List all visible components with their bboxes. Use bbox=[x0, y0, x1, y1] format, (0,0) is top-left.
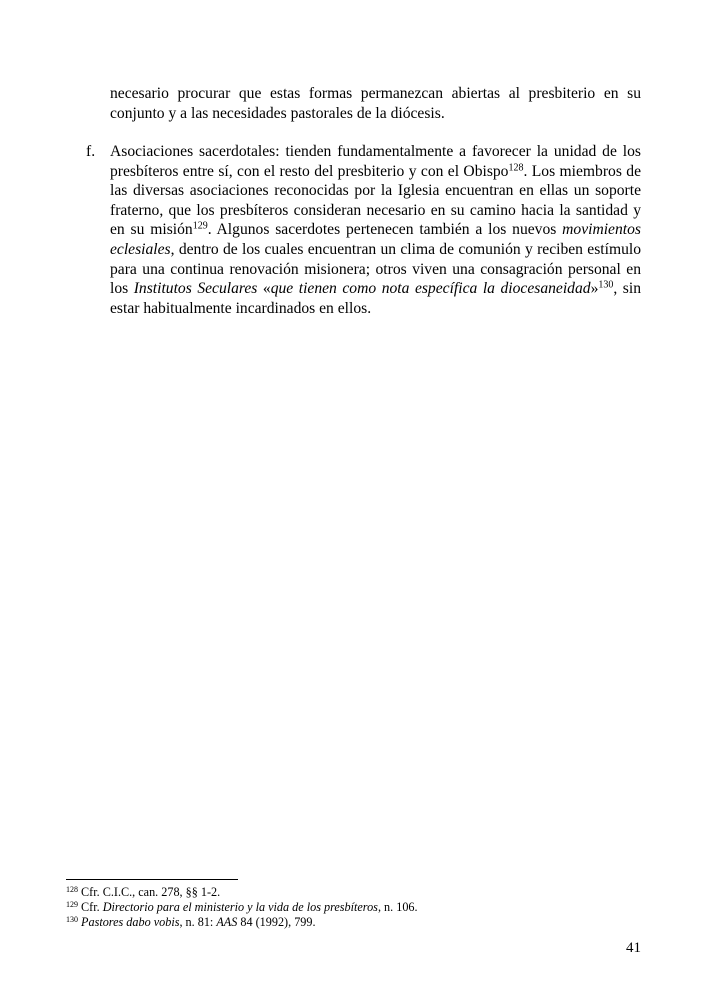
footnote-reference-130[interactable]: 130 bbox=[598, 279, 614, 291]
footnote-text: , n. 106. bbox=[377, 900, 418, 915]
footnote-text: 84 (1992), 799. bbox=[237, 915, 316, 930]
footnote-130 bbox=[66, 915, 641, 930]
footnote-128 bbox=[66, 885, 641, 900]
item-text-segment: Asociaciones sacerdotales: tienden fundamentalmente a favorecer la unidad de los presbíteros entre sí, con el resto del presbiterio y con el Obispo bbox=[110, 143, 641, 180]
item-text-segment: . Los miembros de las diversas asociaciones reconocidas por la Iglesia encuentran en ellas un soporte fraterno, que los presbíteros consideran necesario en su camino hacia la santidad y en su misión bbox=[110, 162, 641, 239]
footnote-number: 129 bbox=[66, 900, 78, 910]
item-text-segment: , sin estar habitualmente incardinados en ellos. bbox=[110, 280, 641, 317]
footnote-text: Cfr. C.I.C., can. 278, §§ 1-2. bbox=[81, 885, 221, 899]
footnotes bbox=[66, 885, 641, 931]
footnote-text: Cfr. bbox=[81, 900, 103, 915]
page-number: 41 bbox=[626, 940, 641, 956]
list-item-body bbox=[110, 142, 641, 318]
paragraph-continuation-text: necesario procurar que estas formas permanezcan abiertas al presbiterio en su conjunto y a las necesidades pastorales de la diócesis. bbox=[110, 85, 641, 122]
footnote-italic-title: Directorio para el ministerio y la vida de los presbíteros bbox=[102, 900, 378, 915]
paragraph-continuation bbox=[110, 84, 641, 123]
footnote-text: , n. 81: bbox=[179, 915, 217, 930]
item-text-segment: « bbox=[257, 280, 271, 298]
italic-phrase: Institutos Seculares bbox=[133, 280, 258, 298]
italic-phrase: movimientos eclesiales bbox=[110, 221, 641, 258]
list-marker: f. bbox=[86, 143, 96, 160]
item-text-segment: , dentro de los cuales encuentran un clima de comunión y reciben estímulo para una continua renovación misionera; otros viven una consagración personal en los bbox=[110, 240, 641, 298]
item-text-segment: » bbox=[590, 280, 599, 298]
footnote-reference-129[interactable]: 129 bbox=[192, 220, 208, 232]
item-text-segment: . Algunos sacerdotes pertenecen también a los nuevos bbox=[207, 221, 563, 239]
footnote-italic-title: AAS bbox=[216, 915, 238, 930]
list-item-f bbox=[86, 142, 641, 318]
footnote-separator bbox=[66, 879, 238, 880]
footnote-number: 130 bbox=[66, 915, 78, 925]
footnote-number: 128 bbox=[66, 885, 78, 894]
footnote-reference-128[interactable]: 128 bbox=[508, 162, 524, 174]
footnote-italic-title: Pastores dabo vobis bbox=[81, 915, 180, 930]
footnote-129 bbox=[66, 900, 641, 915]
italic-quote: que tienen como nota específica la diocesaneidad bbox=[270, 280, 591, 298]
